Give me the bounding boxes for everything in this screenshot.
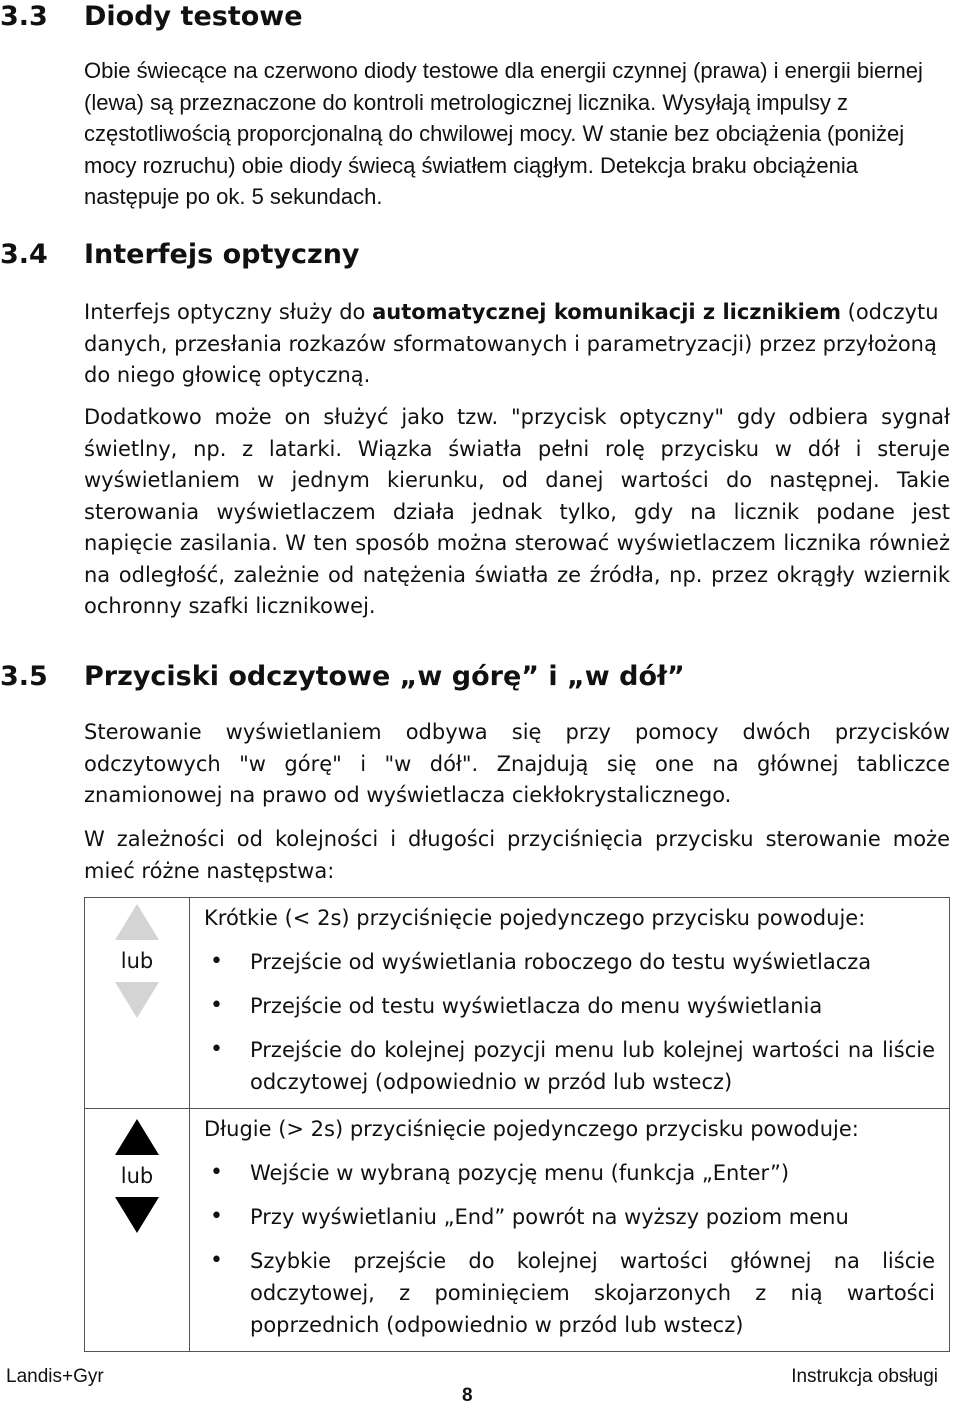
list-item: • Przejście do kolejnej pozycji menu lub kolejnej wartości na liście odczytowej (odpowiednio w przód lub wstecz) bbox=[204, 1034, 935, 1098]
list-item: • Przejście od wyświetlania roboczego do testu wyświetlacza bbox=[204, 946, 935, 978]
arrow-up-icon bbox=[113, 1117, 161, 1157]
description-cell bbox=[190, 898, 950, 1109]
row-heading: Krótkie (< 2s) przyciśnięcie pojedynczego przycisku powoduje: bbox=[204, 906, 866, 930]
section-number: 3.3 bbox=[0, 1, 48, 32]
arrow-down-icon bbox=[113, 980, 161, 1020]
list-item: • Przejście od testu wyświetlacza do menu wyświetlania bbox=[204, 990, 935, 1022]
arrow-down-icon bbox=[113, 1195, 161, 1235]
bullet-list bbox=[204, 1157, 935, 1341]
section-heading-3-3 bbox=[0, 0, 303, 34]
table-row-short-press bbox=[85, 898, 950, 1109]
list-item: • Przy wyświetlaniu „End” powrót na wyższy poziom menu bbox=[204, 1201, 935, 1233]
paragraph-optical-1: Interfejs optyczny służy do automatycznej komunikacji z licznikiem (odczytu danych, przesłania rozkazów sformatowanych i parametryzacji) przez przyłożoną do niego głowicę optyczną. bbox=[84, 300, 939, 387]
icon-cell bbox=[85, 1109, 190, 1352]
footer-doc-title: Instrukcja obsługi bbox=[791, 1366, 938, 1387]
section-title: Przyciski odczytowe „w górę” i „w dół” bbox=[84, 661, 685, 692]
bold-phrase: automatycznej komunikacji z licznikiem bbox=[372, 300, 841, 324]
section-number: 3.4 bbox=[0, 239, 48, 270]
row-heading: Długie (> 2s) przyciśnięcie pojedynczego przycisku powoduje: bbox=[204, 1117, 859, 1141]
list-item: • Wejście w wybraną pozycję menu (funkcja „Enter”) bbox=[204, 1157, 935, 1189]
bullet-list bbox=[204, 946, 935, 1098]
section-title: Diody testowe bbox=[84, 1, 303, 32]
paragraph-optical-2: Dodatkowo może on służyć jako tzw. "przycisk optyczny" gdy odbiera sygnał świetlny, np. z latarki. Wiązka światła pełni rolę przycisku w dół i steruje wyświetlaniem w jednym kierunku, od danej wartości do następnej. Takie sterowania wyświetlaczem działa jednak tylko, gdy na licznik podane jest napięcie zasilania. W ten sposób można sterować wyświetlaczem licznika również na odległość, zależnie od natężenia światła ze źródła, np. przez okrągły wziernik ochronny szafki licznikowej. bbox=[84, 405, 950, 618]
footer-brand: Landis+Gyr bbox=[6, 1366, 104, 1387]
section-title: Interfejs optyczny bbox=[84, 239, 360, 270]
arrow-up-icon bbox=[113, 902, 161, 942]
paragraph-diodes: Obie świecące na czerwono diody testowe dla energii czynnej (prawa) i energii biernej (lewa) są przeznaczone do kontroli metrologicznej licznika. Wysyłają impulsy z częstotliwością proporcjonalną do chwilowej mocy. W stanie bez obciążenia (poniżej mocy rozruchu) obie diody świecą światłem ciągłym. Detekcja braku obciążenia następuje po ok. 5 sekundach. bbox=[84, 58, 923, 210]
section-number: 3.5 bbox=[0, 661, 48, 692]
button-function-table bbox=[84, 897, 950, 1352]
table-row-long-press bbox=[85, 1109, 950, 1352]
paragraph-buttons-1: Sterowanie wyświetlaniem odbywa się przy pomocy dwóch przycisków odczytowych "w górę" i "w dół". Znajdują się one na głównej tabliczce znamionowej na prawo od wyświetlacza ciekłokrystalicznego. bbox=[84, 720, 950, 807]
list-item: • Szybkie przejście do kolejnej wartości głównej na liście odczytowej, z pominięciem skojarzonych z nią wartości poprzednich (odpowiednio w przód lub wstecz) bbox=[204, 1245, 935, 1341]
paragraph-buttons-2: W zależności od kolejności i długości przyciśnięcia przycisku sterowanie może mieć różne następstwa: bbox=[84, 827, 950, 883]
description-cell bbox=[190, 1109, 950, 1352]
icon-cell bbox=[85, 898, 190, 1109]
or-label: lub bbox=[120, 1164, 154, 1188]
or-label: lub bbox=[120, 949, 154, 973]
section-heading-3-4 bbox=[0, 238, 360, 272]
page-number: 8 bbox=[462, 1385, 473, 1406]
section-heading-3-5 bbox=[0, 660, 685, 694]
